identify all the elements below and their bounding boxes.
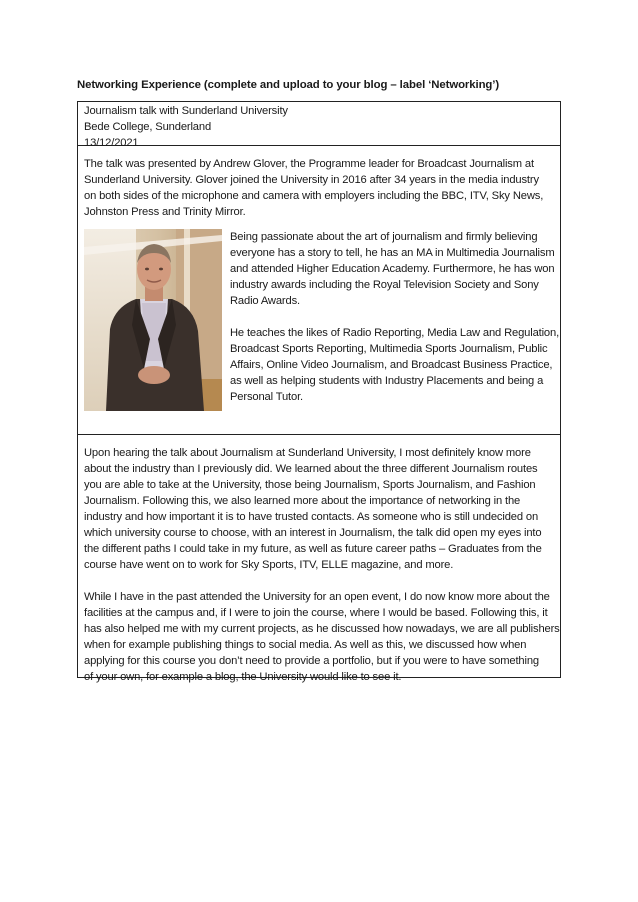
text-line: course have went on to work for Sky Sports, ITV, ELLE magazine, and more. xyxy=(84,559,454,571)
reflection-paragraph xyxy=(84,445,554,573)
bio-paragraph xyxy=(230,229,562,309)
text-line: Affairs, Online Video Journalism, and Broadcast Business Practice, xyxy=(230,359,553,371)
reflection-paragraph xyxy=(84,589,560,685)
text-line: Being passionate about the art of journalism and firmly believing xyxy=(230,231,538,243)
event-title: Journalism talk with Sunderland University xyxy=(84,105,288,117)
bio-paragraph xyxy=(230,325,562,405)
text-line: the different paths I could take in my future, as well as future career paths – Graduates from the xyxy=(84,543,542,555)
speaker-profile xyxy=(84,229,560,411)
text-line: Upon hearing the talk about Journalism at Sunderland University, I most definitely know more xyxy=(84,447,531,459)
talk-summary-row xyxy=(78,146,560,435)
text-line: which university course to choose, with an interest in Journalism, the talk did open my eyes into xyxy=(84,527,542,539)
speaker-bio xyxy=(230,229,562,405)
event-location: Bede College, Sunderland xyxy=(84,121,212,133)
text-line: about the industry than I previously did. We learned about the three different Journalism routes xyxy=(84,463,538,475)
text-line: you are able to take at the University, those being Journalism, Sports Journalism, and Fashion xyxy=(84,479,536,491)
text-line: industry and how important it is to have trusted contacts. As someone who is still undecided on xyxy=(84,511,539,523)
text-line: Radio Awards. xyxy=(230,295,300,307)
event-details-row xyxy=(78,102,560,149)
text-line: facilities at the campus and, if I were to join the course, where I would be based. Following this, it xyxy=(84,607,548,619)
talk-intro xyxy=(84,156,554,220)
text-line: Johnston Press and Trinity Mirror. xyxy=(84,206,246,218)
text-line: The talk was presented by Andrew Glover, the Programme leader for Broadcast Journalism at xyxy=(84,158,534,170)
text-line: on both sides of the microphone and camera with employers including the BBC, ITV, Sky News, xyxy=(84,190,544,202)
text-line: everyone has a story to tell, he has an MA in Multimedia Journalism xyxy=(230,247,555,259)
text-line: Broadcast Sports Reporting, Multimedia Sports Journalism, Public xyxy=(230,343,548,355)
text-line: Personal Tutor. xyxy=(230,391,303,403)
text-line: While I have in the past attended the University for an open event, I do now know more about the xyxy=(84,591,550,603)
text-line: has also helped me with my current projects, as he discussed how nowadays, we are all publishers xyxy=(84,623,560,635)
text-line: as well as helping students with Industry Placements and being a xyxy=(230,375,544,387)
reflection-row xyxy=(78,435,560,683)
event-date: 13/12/2021 xyxy=(84,137,139,149)
networking-table xyxy=(77,101,561,683)
text-line: and attended Higher Education Academy. Furthermore, he has won xyxy=(230,263,555,275)
text-line: of your own, for example a blog, the University would like to see it. xyxy=(84,671,402,683)
page-heading: Networking Experience (complete and upload to your blog – label ‘Networking’) xyxy=(77,79,500,91)
text-line: He teaches the likes of Radio Reporting, Media Law and Regulation, xyxy=(230,327,560,339)
text-line: Sunderland University. Glover joined the University in 2016 after 34 years in the media industry xyxy=(84,174,539,186)
text-line: applying for this course you don’t need to provide a portfolio, but if you were to have something xyxy=(84,655,539,667)
text-line: Journalism. Following this, we also learned more about the importance of networking in the xyxy=(84,495,521,507)
speaker-photo xyxy=(84,229,222,411)
text-line: industry awards including the Royal Television Society and Sony xyxy=(230,279,539,291)
text-line: when for example publishing things to social media. As well as this, we discussed how when xyxy=(84,639,527,651)
